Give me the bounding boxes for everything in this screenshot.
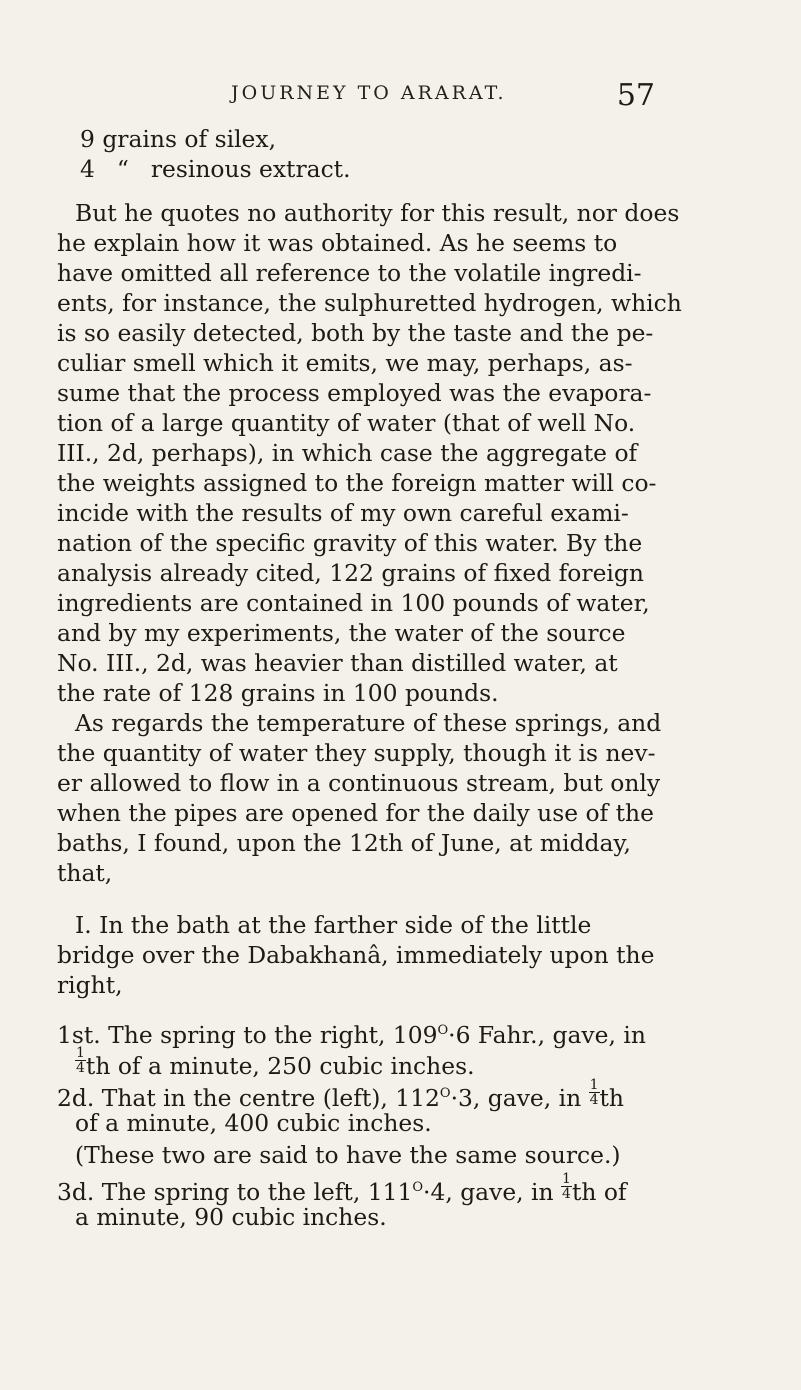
text-line: when the pipes are opened for the daily use of the (57, 799, 654, 827)
list-item (57, 1016, 646, 1050)
text-line: and by my experiments, the water of the source (57, 619, 626, 647)
list-item-continuation: a minute, 90 cubic inches. (75, 1203, 387, 1231)
text-line: tion of a large quantity of water (that of well No. (57, 409, 636, 437)
text-line: ingredients are contained in 100 pounds of water, (57, 589, 650, 617)
item-text: 1st. The spring to the right, 109 (57, 1021, 438, 1049)
text-line: As regards the temperature of these springs, and (75, 709, 662, 737)
text-line: the rate of 128 grains in 100 pounds. (57, 679, 499, 707)
item-text: th of (571, 1178, 627, 1206)
amount: 4 (80, 155, 95, 183)
text-line: baths, I found, upon the 12th of June, at midday, (57, 829, 631, 857)
text-line: bridge over the Dabakhanâ, immediately upon the (57, 941, 655, 969)
composition-item: grains of silex, (102, 125, 277, 153)
item-text: ·3, gave, in (450, 1084, 589, 1112)
text-line: I. In the bath at the farther side of the little (75, 911, 592, 939)
text-line: III., 2d, perhaps), in which case the aggregate of (57, 439, 638, 467)
text-line: is so easily detected, both by the taste and the pe- (57, 319, 654, 347)
text-line: have omitted all reference to the volatile ingredi- (57, 259, 642, 287)
text-line: right, (57, 971, 123, 999)
list-note: (These two are said to have the same source.) (75, 1141, 621, 1169)
item-text: ·4, gave, in (423, 1178, 562, 1206)
fraction-denominator: 4 (589, 1092, 599, 1108)
text-line: incide with the results of my own careful exami- (57, 499, 629, 527)
text-line: sume that the process employed was the evapora- (57, 379, 652, 407)
list-item-continuation (75, 1046, 475, 1081)
composition-item: resinous extract. (150, 155, 351, 183)
degree-symbol: O (412, 1180, 424, 1195)
text-line: culiar smell which it emits, we may, perhaps, as- (57, 349, 633, 377)
degree-symbol: O (437, 1023, 449, 1038)
text-line: the quantity of water they supply, though it is nev- (57, 739, 656, 767)
item-text: th (599, 1084, 624, 1112)
item-text: 3d. The spring to the left, 111 (57, 1178, 413, 1206)
amount: 9 (80, 125, 95, 153)
text-line: he explain how it was obtained. As he seems to (57, 229, 618, 257)
fraction-denominator: 4 (76, 1060, 85, 1076)
fraction-numerator: 1 (589, 1077, 599, 1093)
list-item-continuation: of a minute, 400 cubic inches. (75, 1109, 432, 1137)
item-text: 2d. That in the centre (left), 112 (57, 1084, 440, 1112)
page-number: 57 (616, 78, 655, 113)
table-row (80, 154, 351, 184)
fraction (561, 1172, 572, 1201)
ditto-mark: “ (116, 155, 129, 183)
fraction (589, 1078, 600, 1107)
fraction (75, 1046, 86, 1075)
text-line: ents, for instance, the sulphuretted hydrogen, which (57, 289, 682, 317)
text-line: No. III., 2d, was heavier than distilled water, at (57, 649, 618, 677)
text-line: er allowed to flow in a continuous stream, but only (57, 769, 661, 797)
fraction-numerator: 1 (562, 1171, 571, 1187)
text-line: But he quotes no authority for this result, nor does (75, 199, 680, 227)
item-text: ·6 Fahr., gave, in (448, 1021, 646, 1049)
degree-symbol: O (439, 1086, 451, 1101)
text-line: analysis already cited, 122 grains of fixed foreign (57, 559, 644, 587)
fraction-numerator: 1 (76, 1045, 85, 1061)
item-text: th of a minute, 250 cubic inches. (85, 1052, 475, 1080)
text-line: nation of the specific gravity of this water. By the (57, 529, 643, 557)
running-title: JOURNEY TO ARARAT. (231, 82, 507, 104)
text-line: the weights assigned to the foreign matter will co- (57, 469, 657, 497)
text-line: that, (57, 859, 113, 887)
fraction-denominator: 4 (562, 1186, 571, 1202)
table-row (80, 124, 276, 154)
